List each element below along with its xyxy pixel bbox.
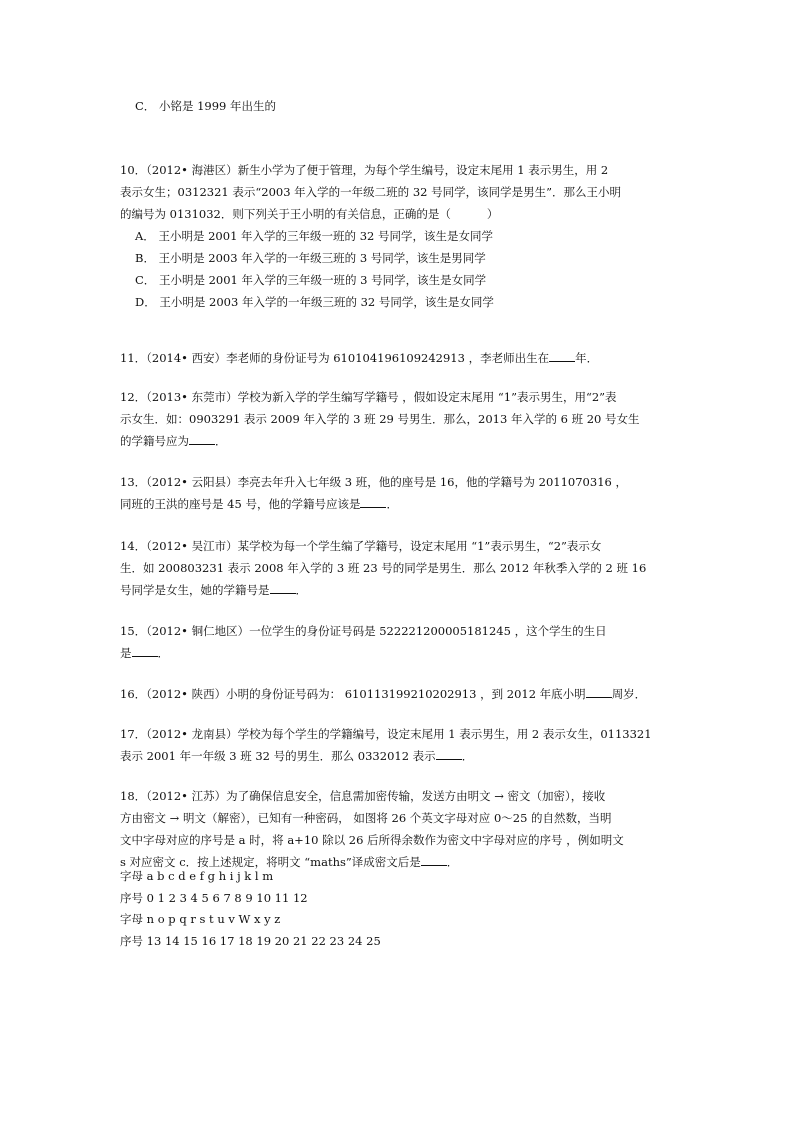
q15-line-1: 15．（2012• 铜仁地区）一位学生的身份证号码是 522221200005181245 ，这个学生的生日 xyxy=(120,624,607,638)
q15-suffix: ． xyxy=(157,646,169,660)
q11-suffix: 年． xyxy=(575,351,599,365)
q13-line-1: 13．（2012• 云阳县）李亮去年升入七年级 3 班，他的座号是 16，他的学籍号为 2011070316 ， xyxy=(120,475,627,489)
q10-line-2: 表示女生；0312321 表示“2003 年入学的一年级二班的 32 号同学，该同学是男生”．那么王小明 xyxy=(120,185,621,199)
q10-option-b: B． 王小明是 2003 年入学的一年级三班的 3 号同学，该生是男同学 xyxy=(135,251,486,265)
q18-table-row-numbers-2: 序号 13 14 15 16 17 18 19 20 21 22 23 24 25 xyxy=(120,934,381,948)
q14-line-3 xyxy=(120,582,307,598)
q17-line-2 xyxy=(120,748,473,764)
q14-line-2: 生．如 200803231 表示 2008 年入学的 3 班 23 号的同学是男生．那么 2012 年秋季入学的 2 班 16 xyxy=(120,561,647,575)
q14-line-1: 14．（2012• 吴江市）某学校为每一个学生编了学籍号，设定末尾用 “1”表示男生，“2”表示女 xyxy=(120,539,602,553)
q12-line-3 xyxy=(120,433,227,449)
q12-line-3-text: 的学籍号应为 xyxy=(120,434,189,448)
answer-blank xyxy=(132,646,158,657)
answer-blank xyxy=(189,434,215,445)
q15-line-2-text: 是 xyxy=(120,646,132,660)
q12-line-2: 示女生．如：0903291 表示 2009 年入学的 3 班 29 号男生．那么，2013 年入学的 6 班 20 号女生 xyxy=(120,412,640,426)
q17-suffix: ． xyxy=(461,749,474,763)
answer-blank xyxy=(586,687,612,698)
q18-table-row-letters-2: 字母 n o p q r s t u v W x y z xyxy=(120,912,281,926)
q17-line-1: 17．（2012• 龙南县）学校为每个学生的学籍编号，设定末尾用 1 表示男生，用 2 表示女生，0113321 xyxy=(120,727,652,741)
answer-blank xyxy=(421,855,447,866)
answer-blank xyxy=(270,583,296,594)
q16-suffix: 周岁． xyxy=(611,687,647,701)
q18-line-4-text: s 对应密文 c．按上述规定，将明文 “maths”译成密文后是 xyxy=(120,855,421,869)
q15-line-2 xyxy=(120,645,169,661)
q18-line-2: 方由密文 → 明文（解密），已知有一种密码， 如图将 26 个英文字母对应 0～25 的自然数，当明 xyxy=(120,811,612,825)
q12-suffix: ． xyxy=(215,434,227,448)
q18-line-1: 18．（2012• 江苏）为了确保信息安全，信息需加密传输，发送方由明文 → 密文（加密），接收 xyxy=(120,789,606,803)
q14-line-3-text: 号同学是女生，她的学籍号是 xyxy=(120,583,270,597)
q17-line-2-text: 表示 2001 年一年级 3 班 32 号的男生．那么 0332012 表示 xyxy=(120,749,436,763)
q18-line-3: 文中字母对应的序号是 a 时，将 a+10 除以 26 后所得余数作为密文中字母对应的序号 ，例如明文 xyxy=(120,833,624,847)
q14-suffix: ． xyxy=(295,583,307,597)
q10-option-c: C． 王小明是 2001 年入学的三年级一班的 3 号同学，该生是女同学 xyxy=(135,273,487,287)
q18-table-row-numbers-1: 序号 0 1 2 3 4 5 6 7 8 9 10 11 12 xyxy=(120,891,308,905)
q13-suffix: ． xyxy=(386,497,398,511)
q11-text: 11．（2014• 西安）李老师的身份证号为 610104196109242913 ，李老师出生在 xyxy=(120,351,550,365)
q10-line-3-text: 的编号为 0131032．则下列关于王小明的有关信息，正确的是（ xyxy=(120,207,451,221)
q10-option-a: A． 王小明是 2001 年入学的三年级一班的 32 号同学，该生是女同学 xyxy=(135,229,493,243)
q16 xyxy=(120,686,646,702)
q9-option-c: C． 小铭是 1999 年出生的 xyxy=(135,99,277,113)
q12-line-1: 12．（2013• 东莞市）学校为新入学的学生编写学籍号 ，假如设定末尾用 “1”表示男生，用“2”表 xyxy=(120,390,617,404)
q13-line-2-text: 同班的王洪的座号是 45 号，他的学籍号应该是 xyxy=(120,497,361,511)
answer-blank xyxy=(360,497,386,508)
answer-blank xyxy=(436,749,462,760)
q18-suffix: ． xyxy=(446,855,459,869)
q11 xyxy=(120,350,598,366)
q10-line-3 xyxy=(120,206,498,222)
q10-close-paren: ） xyxy=(486,207,499,221)
q10-line-1: 10．（2012• 海港区）新生小学为了便于管理，为每个学生编号，设定末尾用 1 表示男生，用 2 xyxy=(120,163,609,177)
answer-blank xyxy=(549,351,575,362)
q18-table-row-letters-1: 字母 a b c d e f g h i j k l m xyxy=(120,869,274,883)
q10-option-d: D． 王小明是 2003 年入学的一年级三班的 32 号同学，该生是女同学 xyxy=(135,295,494,309)
q13-line-2 xyxy=(120,496,398,512)
q16-text: 16．（2012• 陕西）小明的身份证号码为： 610113199210202913 ，到 2012 年底小明 xyxy=(120,687,586,701)
